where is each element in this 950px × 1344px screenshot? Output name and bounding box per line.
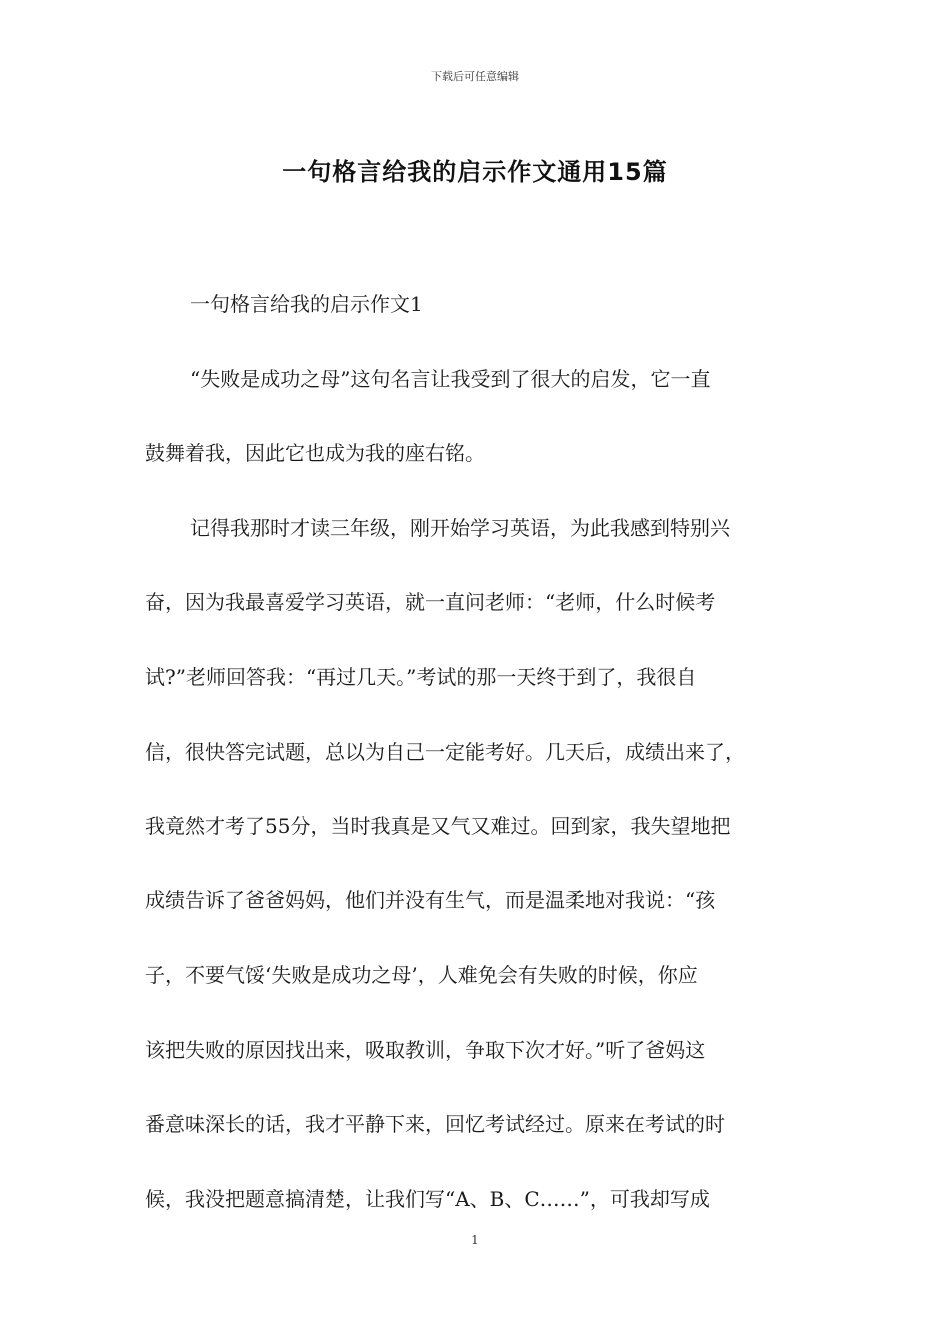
paragraph-line: 鼓舞着我，因此它也成为我的座右铭。: [145, 441, 485, 465]
paragraph-line: 奋，因为我最喜爱学习英语，就一直问老师：“老师，什么时候考: [145, 590, 716, 614]
header-note: 下载后可任意编辑: [431, 70, 519, 83]
paragraph-line: 信，很快答完试题，总以为自己一定能考好。几天后，成绩出来了，: [145, 740, 745, 764]
page-number: 1: [471, 1233, 479, 1247]
paragraph-line: 子，不要气馁‘失败是成功之母’，人难免会有失败的时候，你应: [145, 963, 698, 987]
document-title: 一句格言给我的启示作文通用15篇: [282, 158, 668, 186]
paragraph-line: 番意味深长的话，我才平静下来，回忆考试经过。原来在考试的时: [145, 1112, 725, 1136]
paragraph-line: 该把失败的原因找出来，吸取教训，争取下次才好。”听了爸妈这: [145, 1038, 706, 1062]
paragraph-line: 候，我没把题意搞清楚，让我们写“A、B、C……”，可我却写成: [145, 1187, 710, 1211]
paragraph-line: 试?”老师回答我：“再过几天。”考试的那一天终于到了，我很自: [145, 665, 697, 689]
section-heading: 一句格言给我的启示作文1: [190, 292, 423, 316]
paragraph-line: 记得我那时才读三年级，刚开始学习英语，为此我感到特别兴: [190, 516, 730, 540]
paragraph-line: 成绩告诉了爸爸妈妈，他们并没有生气，而是温柔地对我说：“孩: [145, 888, 716, 912]
paragraph-line: “失败是成功之母”这句名言让我受到了很大的启发，它一直: [190, 367, 711, 391]
paragraph-line: 我竟然才考了55分，当时我真是又气又难过。回到家，我失望地把: [145, 814, 731, 838]
